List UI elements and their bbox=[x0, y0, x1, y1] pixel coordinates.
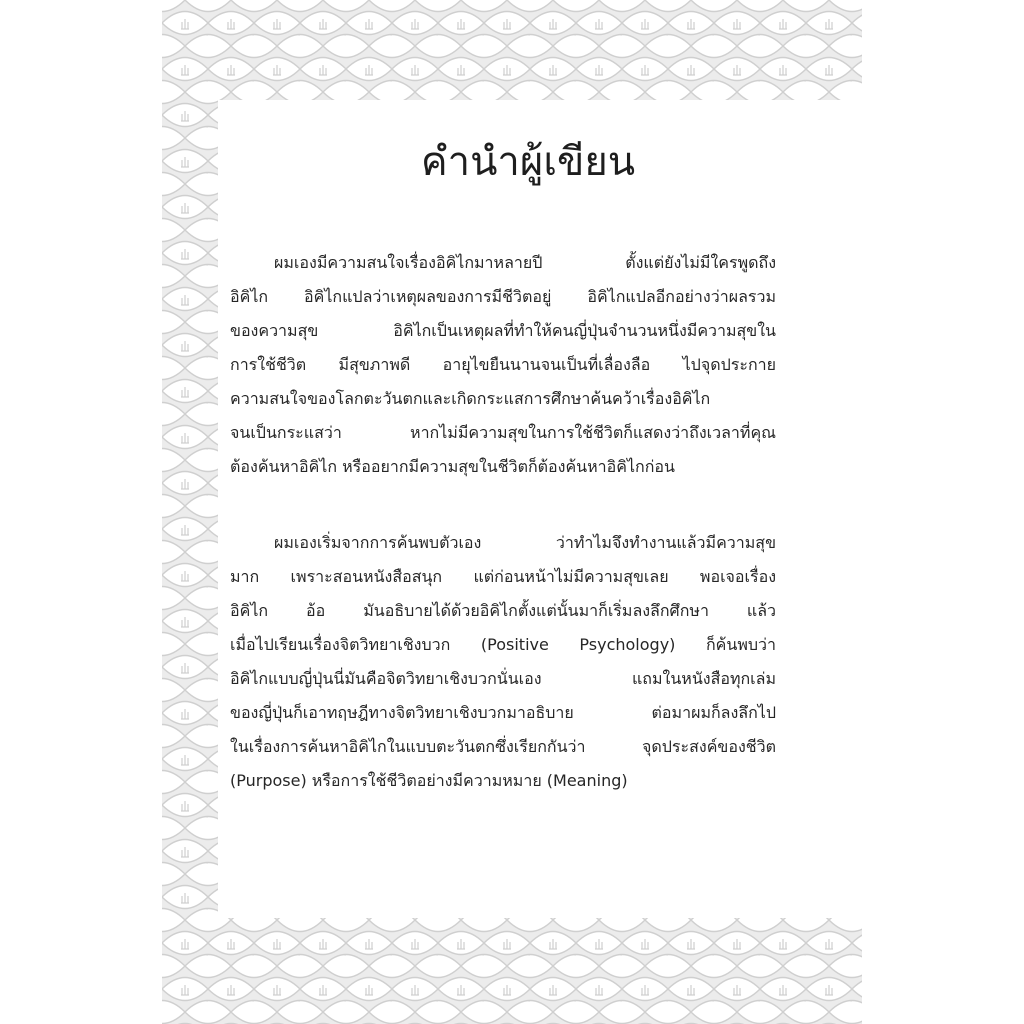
text-line: ของญี่ปุ่นก็เอาทฤษฎีทางจิตวิทยาเชิงบวกมาอธิบาย ต่อมาผมก็ลงลึกไป bbox=[230, 703, 776, 722]
paragraph-2 bbox=[230, 526, 776, 798]
paragraph-1 bbox=[230, 246, 776, 484]
text-line: ต้องค้นหาอิคิไก หรืออยากมีความสุขในชีวิตก็ต้องค้นหาอิคิไกก่อน bbox=[230, 457, 675, 476]
text-line: อิคิไก อ้อ มันอธิบายได้ด้วยอิคิไกตั้งแต่นั้นมาก็เริ่มลงลึกศึกษา แล้ว bbox=[230, 601, 776, 620]
text-line: (Purpose) หรือการใช้ชีวิตอย่างมีความหมาย (Meaning) bbox=[230, 771, 628, 790]
text-line: ในเรื่องการค้นหาอิคิไกในแบบตะวันตกซึ่งเรียกกันว่า จุดประสงค์ของชีวิต bbox=[230, 737, 776, 756]
text-line: อิคิไกแบบญี่ปุ่นนี่มันคือจิตวิทยาเชิงบวกนั่นเอง แถมในหนังสือทุกเล่ม bbox=[230, 669, 776, 688]
paragraph-gap bbox=[230, 484, 776, 526]
text-line: ของความสุข อิคิไกเป็นเหตุผลที่ทำให้คนญี่ปุ่นจำนวนหนึ่งมีความสุขใน bbox=[230, 321, 776, 340]
page-title: คำนำผู้เขียน bbox=[420, 139, 636, 185]
text-line: จนเป็นกระแสว่า หากไม่มีความสุขในการใช้ชีวิตก็แสดงว่าถึงเวลาที่คุณ bbox=[230, 423, 776, 442]
text-line: อิคิไก อิคิไกแปลว่าเหตุผลของการมีชีวิตอยู่ อิคิไกแปลอีกอย่างว่าผลรวม bbox=[230, 287, 776, 306]
body-text bbox=[230, 246, 776, 798]
text-line: มาก เพราะสอนหนังสือสนุก แต่ก่อนหน้าไม่มีความสุขเลย พอเจอเรื่อง bbox=[230, 567, 776, 586]
text-line: ผมเองมีความสนใจเรื่องอิคิไกมาหลายปี ตั้งแต่ยังไม่มีใครพูดถึง bbox=[274, 253, 776, 272]
book-page bbox=[162, 0, 862, 1024]
text-line: การใช้ชีวิต มีสุขภาพดี อายุไขยืนนานจนเป็นที่เลื่องลือ ไปจุดประกาย bbox=[230, 355, 776, 374]
text-line: ความสนใจของโลกตะวันตกและเกิดกระแสการศึกษาค้นคว้าเรื่องอิคิไก bbox=[230, 389, 711, 408]
text-line: ผมเองเริ่มจากการค้นพบตัวเอง ว่าทำไมจึงทำงานแล้วมีความสุข bbox=[274, 533, 776, 552]
text-line: เมื่อไปเรียนเรื่องจิตวิทยาเชิงบวก (Positive Psychology) ก็ค้นพบว่า bbox=[230, 635, 776, 654]
text-panel bbox=[218, 100, 862, 918]
